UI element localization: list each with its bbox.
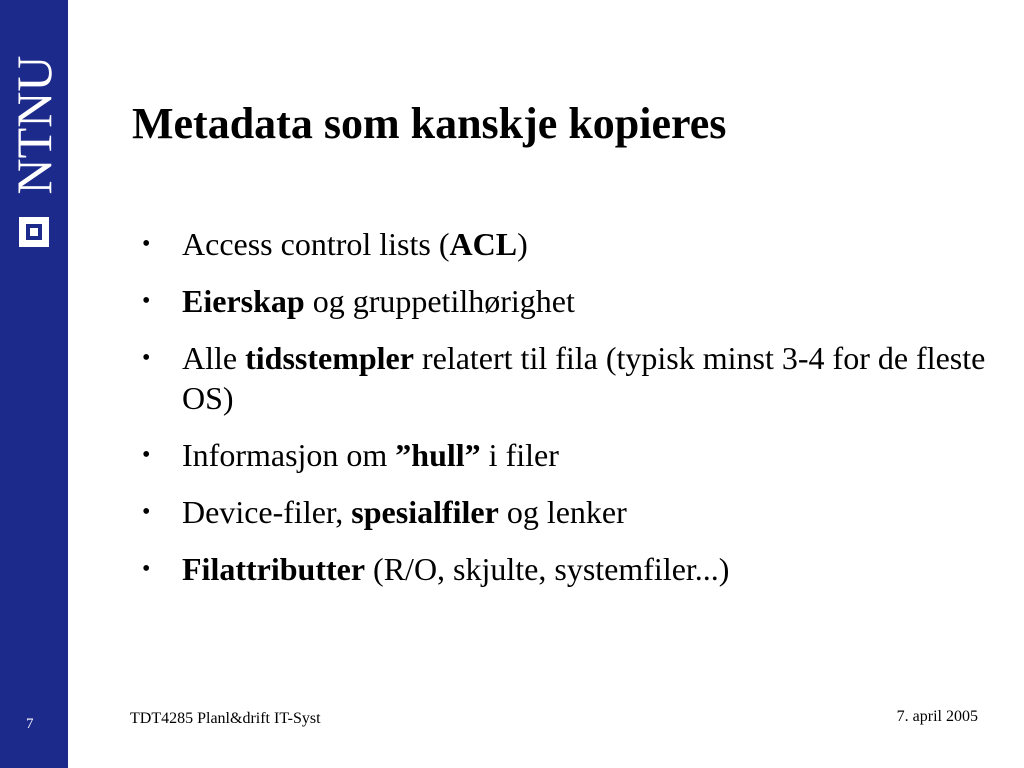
- slide-number: 7: [26, 716, 34, 732]
- bullet-item: • Alle tidsstempler relatert til fila (typisk minst 3-4 for de fleste OS): [142, 340, 986, 416]
- footer-course: TDT4285 Planl&drift IT-Syst: [130, 710, 321, 727]
- bullet-icon: •: [142, 345, 151, 371]
- slide-title: Metadata som kanskje kopieres: [132, 99, 727, 148]
- bullet-item: • Informasjon om ”hull” i filer: [142, 437, 559, 473]
- bullet-item: • Eierskap og gruppetilhørighet: [142, 283, 575, 319]
- bullet-icon: •: [142, 231, 151, 257]
- ntnu-logo: [6, 40, 62, 270]
- bullet-item: • Device-filer, spesialfiler og lenker: [142, 494, 627, 530]
- bullet-list: [142, 224, 1002, 606]
- bullet-icon: •: [142, 442, 151, 468]
- logo-text: NTNU: [6, 55, 62, 195]
- bullet-icon: •: [142, 499, 151, 525]
- logo-square-core: [30, 228, 38, 236]
- bullet-item: • Filattributter (R/O, skjulte, systemfiler...): [142, 551, 730, 587]
- bullet-icon: •: [142, 288, 151, 314]
- bullet-icon: •: [142, 556, 151, 582]
- sidebar: [0, 0, 68, 768]
- bullet-item: • Access control lists (ACL): [142, 226, 528, 262]
- footer-date: 7. april 2005: [896, 708, 978, 725]
